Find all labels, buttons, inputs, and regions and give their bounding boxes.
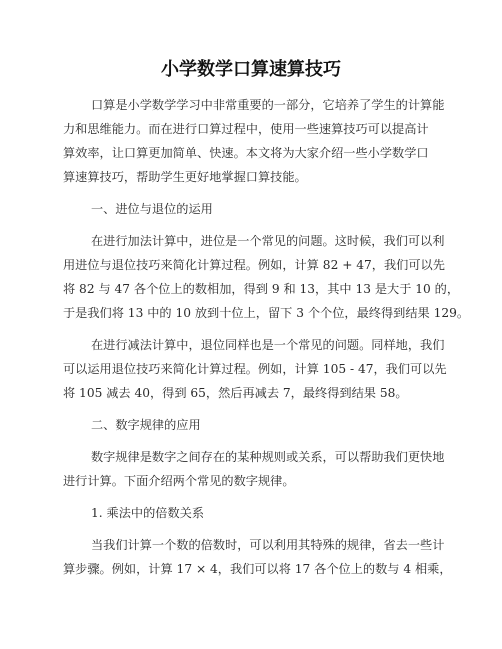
paragraph-line: 可以运用退位技巧来简化计算过程。例如，计算 105 - 47，我们可以先 xyxy=(63,362,447,376)
paragraph-line: 在进行加法计算中，进位是一个常见的问题。这时候，我们可以利 xyxy=(91,234,445,248)
paragraph-line: 算效率，让口算更加简单、快速。本文将为大家介绍一些小学数学口 xyxy=(63,146,429,160)
paragraph-line: 用进位与退位技巧来简化计算过程。例如，计算 82 + 47，我们可以先 xyxy=(63,258,445,272)
subsection-heading: 1. 乘法中的倍数关系 xyxy=(91,506,205,520)
paragraph-line: 算速算技巧，帮助学生更好地掌握口算技能。 xyxy=(63,170,307,184)
paragraph-line: 将 105 减去 40，得到 65，然后再减去 7，最终得到结果 58。 xyxy=(63,386,408,400)
paragraph-line: 算步骤。例如，计算 17 × 4，我们可以将 17 各个位上的数与 4 相乘， xyxy=(63,562,452,576)
paragraph-line: 当我们计算一个数的倍数时，可以利用其特殊的规律，省去一些计 xyxy=(91,538,445,552)
paragraph-line: 口算是小学数学学习中非常重要的一部分，它培养了学生的计算能 xyxy=(91,98,445,112)
section-heading: 一、进位与退位的运用 xyxy=(91,202,213,216)
paragraph-line: 数字规律是数字之间存在的某种规则或关系，可以帮助我们更快地 xyxy=(91,450,445,464)
paragraph-line: 将 82 与 47 各个位上的数相加，得到 9 和 13，其中 13 是大于 10 的， xyxy=(63,282,460,296)
document-title: 小学数学口算速算技巧 xyxy=(161,59,341,80)
section-heading: 二、数字规律的应用 xyxy=(91,418,201,432)
paragraph-line: 进行计算。下面介绍两个常见的数字规律。 xyxy=(63,474,295,488)
paragraph-line: 于是我们将 13 中的 10 放到十位上，留下 3 个个位，最终得到结果 129。 xyxy=(63,306,470,320)
paragraph-line: 在进行减法计算中，退位同样也是一个常见的问题。同样地，我们 xyxy=(91,338,445,352)
paragraph-line: 力和思维能力。而在进行口算过程中，使用一些速算技巧可以提高计 xyxy=(63,122,429,136)
